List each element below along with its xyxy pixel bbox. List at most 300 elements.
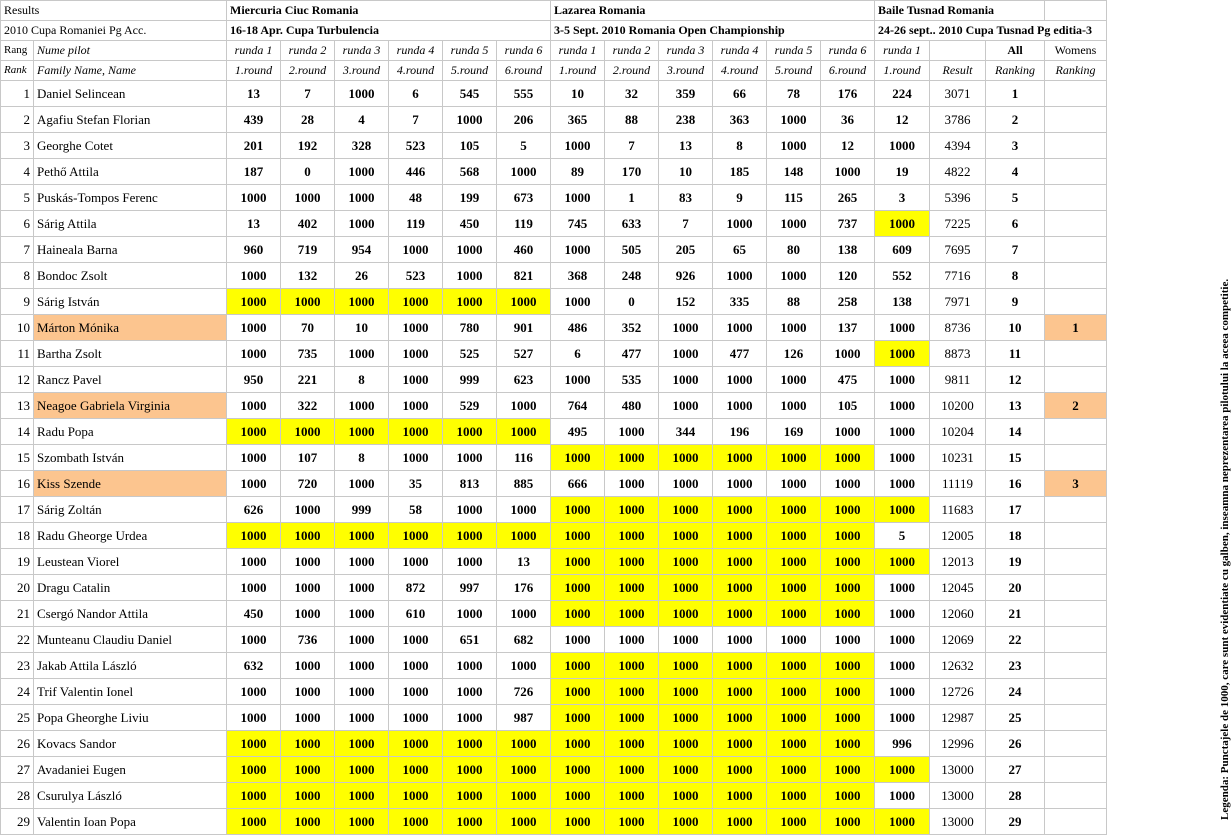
result-cell[interactable]: 7225 <box>930 211 986 237</box>
score-cell[interactable]: 265 <box>821 185 875 211</box>
pilot-name-cell[interactable]: Daniel Selincean <box>34 81 227 107</box>
score-cell[interactable]: 1000 <box>443 107 497 133</box>
score-cell[interactable]: 1000 <box>389 653 443 679</box>
score-cell[interactable]: 545 <box>443 81 497 107</box>
score-cell[interactable]: 555 <box>497 81 551 107</box>
header-result[interactable]: Result <box>930 61 986 81</box>
score-cell[interactable]: 996 <box>875 731 930 757</box>
ranking-cell[interactable]: 21 <box>986 601 1045 627</box>
score-cell[interactable]: 1000 <box>821 705 875 731</box>
score-cell[interactable]: 28 <box>281 107 335 133</box>
score-cell[interactable]: 8 <box>335 367 389 393</box>
score-cell[interactable]: 115 <box>767 185 821 211</box>
score-cell[interactable]: 1000 <box>389 341 443 367</box>
score-cell[interactable]: 1000 <box>281 497 335 523</box>
score-cell[interactable]: 872 <box>389 575 443 601</box>
score-cell[interactable]: 1000 <box>875 393 930 419</box>
score-cell[interactable]: 105 <box>443 133 497 159</box>
result-cell[interactable]: 12060 <box>930 601 986 627</box>
score-cell[interactable]: 12 <box>875 107 930 133</box>
header-round-en[interactable]: 3.round <box>659 61 713 81</box>
score-cell[interactable]: 1000 <box>875 549 930 575</box>
score-cell[interactable]: 119 <box>389 211 443 237</box>
score-cell[interactable]: 1000 <box>443 679 497 705</box>
womens-ranking-cell[interactable] <box>1045 419 1107 445</box>
score-cell[interactable]: 1000 <box>443 705 497 731</box>
score-cell[interactable]: 10 <box>335 315 389 341</box>
score-cell[interactable]: 4 <box>335 107 389 133</box>
score-cell[interactable]: 1000 <box>335 211 389 237</box>
score-cell[interactable]: 1000 <box>659 497 713 523</box>
score-cell[interactable]: 1000 <box>713 497 767 523</box>
score-cell[interactable]: 997 <box>443 575 497 601</box>
ranking-cell[interactable]: 3 <box>986 133 1045 159</box>
rank-cell[interactable]: 4 <box>1 159 34 185</box>
pilot-name-cell[interactable]: Jakab Attila László <box>34 653 227 679</box>
score-cell[interactable]: 1000 <box>389 731 443 757</box>
score-cell[interactable]: 1000 <box>713 601 767 627</box>
rank-cell[interactable]: 21 <box>1 601 34 627</box>
score-cell[interactable]: 1000 <box>335 185 389 211</box>
score-cell[interactable]: 119 <box>497 211 551 237</box>
score-cell[interactable]: 1000 <box>821 419 875 445</box>
score-cell[interactable]: 88 <box>767 289 821 315</box>
score-cell[interactable]: 1000 <box>281 523 335 549</box>
score-cell[interactable]: 169 <box>767 419 821 445</box>
score-cell[interactable]: 1000 <box>389 783 443 809</box>
score-cell[interactable]: 1000 <box>227 185 281 211</box>
score-cell[interactable]: 1000 <box>821 653 875 679</box>
womens-ranking-cell[interactable] <box>1045 133 1107 159</box>
score-cell[interactable]: 1000 <box>875 627 930 653</box>
score-cell[interactable]: 926 <box>659 263 713 289</box>
score-cell[interactable]: 1000 <box>281 809 335 835</box>
womens-ranking-cell[interactable]: 2 <box>1045 393 1107 419</box>
score-cell[interactable]: 1000 <box>227 627 281 653</box>
rank-cell[interactable]: 14 <box>1 419 34 445</box>
score-cell[interactable]: 764 <box>551 393 605 419</box>
womens-ranking-cell[interactable] <box>1045 341 1107 367</box>
rank-cell[interactable]: 22 <box>1 627 34 653</box>
score-cell[interactable]: 1000 <box>767 367 821 393</box>
score-cell[interactable]: 1000 <box>767 315 821 341</box>
score-cell[interactable]: 1000 <box>335 549 389 575</box>
score-cell[interactable]: 1000 <box>713 809 767 835</box>
score-cell[interactable]: 1000 <box>875 211 930 237</box>
score-cell[interactable]: 196 <box>713 419 767 445</box>
score-cell[interactable]: 1000 <box>443 757 497 783</box>
score-cell[interactable]: 258 <box>821 289 875 315</box>
score-cell[interactable]: 78 <box>767 81 821 107</box>
score-cell[interactable]: 80 <box>767 237 821 263</box>
result-cell[interactable]: 12996 <box>930 731 986 757</box>
header-round-ro[interactable]: runda 3 <box>659 41 713 61</box>
score-cell[interactable]: 7 <box>605 133 659 159</box>
score-cell[interactable]: 1000 <box>335 341 389 367</box>
ranking-cell[interactable]: 8 <box>986 263 1045 289</box>
score-cell[interactable]: 460 <box>497 237 551 263</box>
rank-cell[interactable]: 17 <box>1 497 34 523</box>
score-cell[interactable]: 1000 <box>335 523 389 549</box>
score-cell[interactable]: 126 <box>767 341 821 367</box>
score-cell[interactable]: 1000 <box>767 107 821 133</box>
pilot-name-cell[interactable]: Pethő Attila <box>34 159 227 185</box>
score-cell[interactable]: 1000 <box>227 705 281 731</box>
score-cell[interactable]: 1000 <box>821 679 875 705</box>
score-cell[interactable]: 1000 <box>767 757 821 783</box>
event-2-name[interactable]: 3-5 Sept. 2010 Romania Open Championship <box>551 21 875 41</box>
score-cell[interactable]: 5 <box>497 133 551 159</box>
score-cell[interactable]: 1000 <box>443 731 497 757</box>
score-cell[interactable]: 152 <box>659 289 713 315</box>
score-cell[interactable]: 224 <box>875 81 930 107</box>
score-cell[interactable]: 1000 <box>335 575 389 601</box>
score-cell[interactable]: 505 <box>605 237 659 263</box>
womens-ranking-cell[interactable] <box>1045 783 1107 809</box>
header-round-ro[interactable]: runda 2 <box>605 41 659 61</box>
score-cell[interactable]: 1 <box>605 185 659 211</box>
result-cell[interactable]: 12013 <box>930 549 986 575</box>
ranking-cell[interactable]: 17 <box>986 497 1045 523</box>
score-cell[interactable]: 1000 <box>821 159 875 185</box>
score-cell[interactable]: 1000 <box>875 757 930 783</box>
score-cell[interactable]: 1000 <box>443 523 497 549</box>
score-cell[interactable]: 352 <box>605 315 659 341</box>
score-cell[interactable]: 402 <box>281 211 335 237</box>
result-cell[interactable]: 7716 <box>930 263 986 289</box>
score-cell[interactable]: 1000 <box>227 315 281 341</box>
rank-cell[interactable]: 9 <box>1 289 34 315</box>
score-cell[interactable]: 726 <box>497 679 551 705</box>
event-3-place[interactable]: Baile Tusnad Romania <box>875 1 1045 21</box>
score-cell[interactable]: 1000 <box>659 731 713 757</box>
score-cell[interactable]: 1000 <box>497 809 551 835</box>
header-round-en[interactable]: 6.round <box>497 61 551 81</box>
score-cell[interactable]: 65 <box>713 237 767 263</box>
pilot-name-cell[interactable]: Sárig Zoltán <box>34 497 227 523</box>
score-cell[interactable]: 1000 <box>605 731 659 757</box>
header-rank[interactable]: Rank <box>1 61 34 81</box>
score-cell[interactable]: 552 <box>875 263 930 289</box>
ranking-cell[interactable]: 19 <box>986 549 1045 575</box>
score-cell[interactable]: 999 <box>335 497 389 523</box>
score-cell[interactable]: 737 <box>821 211 875 237</box>
result-cell[interactable]: 7695 <box>930 237 986 263</box>
score-cell[interactable]: 1000 <box>659 393 713 419</box>
score-cell[interactable]: 1000 <box>497 731 551 757</box>
score-cell[interactable]: 1000 <box>227 783 281 809</box>
score-cell[interactable]: 1000 <box>713 523 767 549</box>
score-cell[interactable]: 1000 <box>389 549 443 575</box>
header-round-en[interactable]: 2.round <box>605 61 659 81</box>
rank-cell[interactable]: 6 <box>1 211 34 237</box>
ranking-cell[interactable]: 27 <box>986 757 1045 783</box>
score-cell[interactable]: 1000 <box>389 627 443 653</box>
score-cell[interactable]: 176 <box>497 575 551 601</box>
header-round-ro[interactable]: runda 5 <box>767 41 821 61</box>
ranking-cell[interactable]: 1 <box>986 81 1045 107</box>
score-cell[interactable]: 1000 <box>767 601 821 627</box>
score-cell[interactable]: 8 <box>335 445 389 471</box>
score-cell[interactable]: 1000 <box>281 731 335 757</box>
score-cell[interactable]: 1000 <box>659 679 713 705</box>
pilot-name-cell[interactable]: Sárig Attila <box>34 211 227 237</box>
score-cell[interactable]: 1000 <box>659 627 713 653</box>
header-name-en[interactable]: Family Name, Name <box>34 61 227 81</box>
result-cell[interactable]: 12632 <box>930 653 986 679</box>
pilot-name-cell[interactable]: Csergó Nandor Attila <box>34 601 227 627</box>
score-cell[interactable]: 523 <box>389 133 443 159</box>
score-cell[interactable]: 107 <box>281 445 335 471</box>
score-cell[interactable]: 1000 <box>497 159 551 185</box>
score-cell[interactable]: 1000 <box>875 471 930 497</box>
score-cell[interactable]: 138 <box>875 289 930 315</box>
header-womens[interactable]: Womens <box>1045 41 1107 61</box>
pilot-name-cell[interactable]: Avadaniei Eugen <box>34 757 227 783</box>
score-cell[interactable]: 1000 <box>281 783 335 809</box>
score-cell[interactable]: 1000 <box>875 601 930 627</box>
womens-ranking-cell[interactable] <box>1045 549 1107 575</box>
result-cell[interactable]: 5396 <box>930 185 986 211</box>
score-cell[interactable]: 1000 <box>605 601 659 627</box>
score-cell[interactable]: 120 <box>821 263 875 289</box>
header-round-ro[interactable]: runda 6 <box>497 41 551 61</box>
pilot-name-cell[interactable]: Szombath István <box>34 445 227 471</box>
score-cell[interactable]: 7 <box>659 211 713 237</box>
header-round-en[interactable]: 1.round <box>551 61 605 81</box>
score-cell[interactable]: 682 <box>497 627 551 653</box>
womens-ranking-cell[interactable] <box>1045 679 1107 705</box>
rank-cell[interactable]: 18 <box>1 523 34 549</box>
score-cell[interactable]: 1000 <box>443 809 497 835</box>
score-cell[interactable]: 1000 <box>605 627 659 653</box>
score-cell[interactable]: 1000 <box>713 211 767 237</box>
score-cell[interactable]: 523 <box>389 263 443 289</box>
score-cell[interactable]: 1000 <box>713 263 767 289</box>
score-cell[interactable]: 1000 <box>659 315 713 341</box>
score-cell[interactable]: 1000 <box>227 679 281 705</box>
pilot-name-cell[interactable]: Puskás-Tompos Ferenc <box>34 185 227 211</box>
result-cell[interactable]: 11683 <box>930 497 986 523</box>
womens-ranking-cell[interactable]: 1 <box>1045 315 1107 341</box>
score-cell[interactable]: 1000 <box>227 341 281 367</box>
score-cell[interactable]: 13 <box>227 211 281 237</box>
score-cell[interactable]: 623 <box>497 367 551 393</box>
score-cell[interactable]: 495 <box>551 419 605 445</box>
score-cell[interactable]: 1000 <box>767 393 821 419</box>
score-cell[interactable]: 1000 <box>767 133 821 159</box>
pilot-name-cell[interactable]: Haineala Barna <box>34 237 227 263</box>
score-cell[interactable]: 7 <box>281 81 335 107</box>
score-cell[interactable]: 1000 <box>497 497 551 523</box>
score-cell[interactable]: 1000 <box>605 783 659 809</box>
score-cell[interactable]: 1000 <box>227 471 281 497</box>
score-cell[interactable]: 13 <box>659 133 713 159</box>
womens-ranking-cell[interactable] <box>1045 81 1107 107</box>
score-cell[interactable]: 105 <box>821 393 875 419</box>
result-cell[interactable]: 7971 <box>930 289 986 315</box>
score-cell[interactable]: 1000 <box>551 549 605 575</box>
header-round-en[interactable]: 1.round <box>875 61 930 81</box>
score-cell[interactable]: 1000 <box>281 653 335 679</box>
score-cell[interactable]: 1000 <box>605 757 659 783</box>
score-cell[interactable]: 1000 <box>875 497 930 523</box>
score-cell[interactable]: 1000 <box>389 237 443 263</box>
score-cell[interactable]: 1000 <box>875 679 930 705</box>
score-cell[interactable]: 1000 <box>497 419 551 445</box>
score-cell[interactable]: 1000 <box>335 653 389 679</box>
header-ranking[interactable]: Ranking <box>986 61 1045 81</box>
score-cell[interactable]: 1000 <box>767 523 821 549</box>
score-cell[interactable]: 1000 <box>605 549 659 575</box>
score-cell[interactable]: 148 <box>767 159 821 185</box>
pilot-name-cell[interactable]: Georghe Cotet <box>34 133 227 159</box>
score-cell[interactable]: 1000 <box>767 679 821 705</box>
score-cell[interactable]: 1000 <box>497 783 551 809</box>
score-cell[interactable]: 1000 <box>713 653 767 679</box>
rank-cell[interactable]: 12 <box>1 367 34 393</box>
score-cell[interactable]: 1000 <box>281 757 335 783</box>
pilot-name-cell[interactable]: Dragu Catalin <box>34 575 227 601</box>
pilot-name-cell[interactable]: Neagoe Gabriela Virginia <box>34 393 227 419</box>
score-cell[interactable]: 1000 <box>335 627 389 653</box>
score-cell[interactable]: 1000 <box>281 289 335 315</box>
ranking-cell[interactable]: 12 <box>986 367 1045 393</box>
header-round-ro[interactable]: runda 5 <box>443 41 497 61</box>
score-cell[interactable]: 535 <box>605 367 659 393</box>
score-cell[interactable]: 322 <box>281 393 335 419</box>
score-cell[interactable]: 185 <box>713 159 767 185</box>
rank-cell[interactable]: 2 <box>1 107 34 133</box>
rank-cell[interactable]: 25 <box>1 705 34 731</box>
score-cell[interactable]: 1000 <box>443 549 497 575</box>
score-cell[interactable]: 1000 <box>335 731 389 757</box>
header-round-ro[interactable]: runda 1 <box>227 41 281 61</box>
score-cell[interactable]: 1000 <box>605 809 659 835</box>
score-cell[interactable]: 1000 <box>389 757 443 783</box>
score-cell[interactable]: 1000 <box>227 549 281 575</box>
womens-ranking-cell[interactable] <box>1045 263 1107 289</box>
score-cell[interactable]: 1000 <box>713 367 767 393</box>
score-cell[interactable]: 1000 <box>713 757 767 783</box>
sheet-title[interactable]: Results <box>1 1 227 21</box>
score-cell[interactable]: 1000 <box>335 419 389 445</box>
score-cell[interactable]: 1000 <box>659 705 713 731</box>
score-cell[interactable]: 1000 <box>659 601 713 627</box>
score-cell[interactable]: 1000 <box>389 705 443 731</box>
score-cell[interactable]: 1000 <box>335 809 389 835</box>
score-cell[interactable]: 70 <box>281 315 335 341</box>
rank-cell[interactable]: 1 <box>1 81 34 107</box>
score-cell[interactable]: 1000 <box>713 783 767 809</box>
pilot-name-cell[interactable]: Csurulya László <box>34 783 227 809</box>
ranking-cell[interactable]: 25 <box>986 705 1045 731</box>
score-cell[interactable]: 1000 <box>227 289 281 315</box>
rank-cell[interactable]: 16 <box>1 471 34 497</box>
score-cell[interactable]: 1000 <box>767 549 821 575</box>
score-cell[interactable]: 1000 <box>713 731 767 757</box>
ranking-cell[interactable]: 6 <box>986 211 1045 237</box>
score-cell[interactable]: 736 <box>281 627 335 653</box>
score-cell[interactable]: 201 <box>227 133 281 159</box>
score-cell[interactable]: 1000 <box>551 445 605 471</box>
rank-cell[interactable]: 24 <box>1 679 34 705</box>
score-cell[interactable]: 1000 <box>227 757 281 783</box>
score-cell[interactable]: 1000 <box>821 341 875 367</box>
score-cell[interactable]: 205 <box>659 237 713 263</box>
ranking-cell[interactable]: 11 <box>986 341 1045 367</box>
result-cell[interactable]: 3786 <box>930 107 986 133</box>
rank-cell[interactable]: 10 <box>1 315 34 341</box>
score-cell[interactable]: 1000 <box>875 653 930 679</box>
score-cell[interactable]: 1000 <box>281 601 335 627</box>
score-cell[interactable]: 1000 <box>767 497 821 523</box>
header-round-ro[interactable]: runda 1 <box>875 41 930 61</box>
score-cell[interactable]: 1000 <box>821 575 875 601</box>
score-cell[interactable]: 1000 <box>875 809 930 835</box>
score-cell[interactable]: 1000 <box>443 289 497 315</box>
event-1-name[interactable]: 16-18 Apr. Cupa Turbulencia <box>227 21 551 41</box>
header-womens-ranking[interactable]: Ranking <box>1045 61 1107 81</box>
score-cell[interactable]: 1000 <box>443 653 497 679</box>
rank-cell[interactable]: 28 <box>1 783 34 809</box>
score-cell[interactable]: 368 <box>551 263 605 289</box>
score-cell[interactable]: 1000 <box>335 159 389 185</box>
score-cell[interactable]: 138 <box>821 237 875 263</box>
score-cell[interactable]: 19 <box>875 159 930 185</box>
score-cell[interactable]: 1000 <box>767 653 821 679</box>
score-cell[interactable]: 1000 <box>659 341 713 367</box>
header-round-ro[interactable]: runda 2 <box>281 41 335 61</box>
ranking-cell[interactable]: 24 <box>986 679 1045 705</box>
score-cell[interactable]: 1000 <box>713 315 767 341</box>
result-cell[interactable]: 13000 <box>930 757 986 783</box>
score-cell[interactable]: 1000 <box>227 809 281 835</box>
score-cell[interactable]: 1000 <box>659 445 713 471</box>
score-cell[interactable]: 0 <box>605 289 659 315</box>
score-cell[interactable]: 609 <box>875 237 930 263</box>
pilot-name-cell[interactable]: Trif Valentin Ionel <box>34 679 227 705</box>
header-rang[interactable]: Rang <box>1 41 34 61</box>
header-round-ro[interactable]: runda 4 <box>389 41 443 61</box>
score-cell[interactable]: 1000 <box>551 575 605 601</box>
score-cell[interactable]: 1000 <box>551 653 605 679</box>
score-cell[interactable]: 35 <box>389 471 443 497</box>
score-cell[interactable]: 527 <box>497 341 551 367</box>
score-cell[interactable]: 525 <box>443 341 497 367</box>
score-cell[interactable]: 1000 <box>227 393 281 419</box>
score-cell[interactable]: 632 <box>227 653 281 679</box>
score-cell[interactable]: 1000 <box>605 419 659 445</box>
result-cell[interactable]: 13000 <box>930 783 986 809</box>
pilot-name-cell[interactable]: Rancz Pavel <box>34 367 227 393</box>
score-cell[interactable]: 1000 <box>821 783 875 809</box>
score-cell[interactable]: 6 <box>389 81 443 107</box>
pilot-name-cell[interactable]: Bartha Zsolt <box>34 341 227 367</box>
score-cell[interactable]: 1000 <box>767 211 821 237</box>
rank-cell[interactable]: 13 <box>1 393 34 419</box>
score-cell[interactable]: 1000 <box>875 783 930 809</box>
score-cell[interactable]: 1000 <box>551 731 605 757</box>
score-cell[interactable]: 1000 <box>767 627 821 653</box>
score-cell[interactable]: 1000 <box>335 705 389 731</box>
score-cell[interactable]: 1000 <box>767 471 821 497</box>
score-cell[interactable]: 132 <box>281 263 335 289</box>
score-cell[interactable]: 221 <box>281 367 335 393</box>
rank-cell[interactable]: 19 <box>1 549 34 575</box>
score-cell[interactable]: 88 <box>605 107 659 133</box>
score-cell[interactable]: 1000 <box>821 445 875 471</box>
